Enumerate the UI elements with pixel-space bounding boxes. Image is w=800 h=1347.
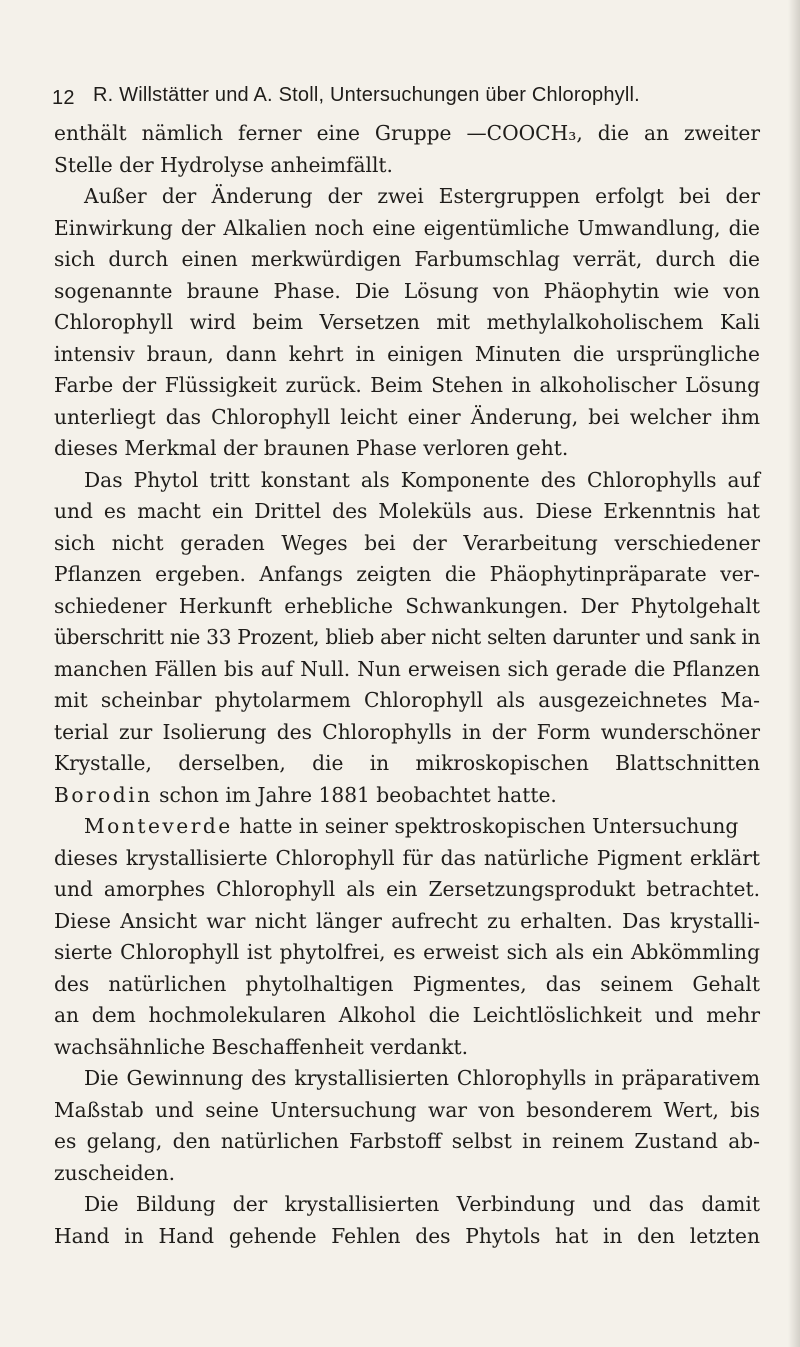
text-line: sogenannte braune Phase. Die Lösung von Phäophytin wie von bbox=[54, 278, 760, 303]
text-line: Hand in Hand gehende Fehlen des Phytols hat in den letzten bbox=[54, 1223, 760, 1248]
text-line: Außer der Änderung der zwei Estergruppen erfolgt bei der bbox=[84, 184, 760, 208]
text-line: Farbe der Flüssigkeit zurück. Beim Stehen in alkoholischer Lösung bbox=[54, 373, 760, 397]
text-line: des natürlichen phytolhaltigen Pigmentes, das seinem Gehalt bbox=[54, 971, 760, 996]
text-line: Die Bildung der krystallisierten Verbindung und das damit bbox=[84, 1192, 760, 1216]
text-line: zuscheiden. bbox=[54, 1160, 175, 1185]
running-title: R. Willstätter und A. Stoll, Untersuchungen über Chlorophyll. bbox=[93, 84, 640, 106]
page-number: 12 bbox=[52, 87, 75, 109]
text-line: terial zur Isolierung des Chlorophylls in der Form wunderschöner bbox=[54, 719, 760, 744]
text-line: Pflanzen ergeben. Anfangs zeigten die Phäophytinpräparate ver- bbox=[54, 562, 760, 586]
text-line: es gelang, den natürlichen Farbstoff selbst in reinem Zustand ab- bbox=[54, 1129, 760, 1153]
text-line: überschritt nie 33 Prozent, blieb aber nicht selten darunter und sank in bbox=[54, 625, 760, 649]
text-line bbox=[54, 811, 760, 843]
text-line: Diese Ansicht war nicht länger aufrecht zu erhalten. Das krystalli- bbox=[54, 908, 760, 933]
text-line: Die Gewinnung des krystallisierten Chlorophylls in präparativem bbox=[84, 1066, 760, 1090]
author-name-borodin: Borodin bbox=[54, 782, 153, 807]
text-line: an dem hochmolekularen Alkohol die Leichtlöslichkeit und mehr bbox=[54, 1003, 760, 1027]
text-line: intensiv braun, dann kehrt in einigen Minuten die ursprüngliche bbox=[54, 341, 760, 366]
text-line: Stelle der Hydrolyse anheimfällt. bbox=[54, 152, 393, 177]
text-line: unterliegt das Chlorophyll leicht einer Änderung, bei welcher ihm bbox=[54, 404, 760, 429]
text-line: schiedener Herkunft erhebliche Schwankungen. Der Phytolgehalt bbox=[54, 593, 760, 618]
body-text bbox=[54, 118, 760, 1252]
text-line: dieses Merkmal der braunen Phase verloren geht. bbox=[54, 436, 569, 460]
text-line: Einwirkung der Alkalien noch eine eigentümliche Umwandlung, die bbox=[54, 215, 760, 240]
text-line: dieses krystallisierte Chlorophyll für das natürliche Pigment erklärt bbox=[54, 845, 760, 870]
text-line: Krystalle, derselben, die in mikroskopischen Blattschnitten bbox=[54, 751, 760, 775]
author-name-monteverde: Monteverde bbox=[84, 814, 233, 838]
text-line: sierte Chlorophyll ist phytolfrei, es erweist sich als ein Abkömmling bbox=[54, 940, 760, 964]
page-edge-shadow bbox=[788, 0, 800, 1347]
text-line-rest: hatte in seiner spektroskopischen Untersuchung bbox=[239, 814, 739, 838]
text-line: und amorphes Chlorophyll als ein Zersetzungsprodukt betrachtet. bbox=[54, 877, 760, 901]
text-line: sich nicht geraden Weges bei der Verarbeitung verschiedener bbox=[54, 530, 760, 555]
text-line-rest: schon im Jahre 1881 beobachtet hatte. bbox=[159, 782, 557, 807]
text-line: und es macht ein Drittel des Moleküls aus. Diese Erkenntnis hat bbox=[54, 499, 760, 523]
text-line: sich durch einen merkwürdigen Farbumschlag verrät, durch die bbox=[54, 247, 760, 271]
text-line: Das Phytol tritt konstant als Komponente des Chlorophylls auf bbox=[84, 467, 760, 492]
text-line bbox=[54, 780, 760, 812]
text-line: mit scheinbar phytolarmem Chlorophyll als ausgezeichnetes Ma- bbox=[54, 688, 760, 712]
text-line: Chlorophyll wird beim Versetzen mit methylalkoholischem Kali bbox=[54, 310, 760, 334]
text-line: wachsähnliche Beschaffenheit verdankt. bbox=[54, 1034, 469, 1059]
page-header bbox=[52, 84, 712, 114]
text-line: Maßstab und seine Untersuchung war von besonderem Wert, bis bbox=[54, 1097, 760, 1122]
text-line: manchen Fällen bis auf Null. Nun erweisen sich gerade die Pflanzen bbox=[54, 656, 760, 681]
text-line: enthält nämlich ferner eine Gruppe —COOCH₃, die an zweiter bbox=[54, 121, 760, 145]
